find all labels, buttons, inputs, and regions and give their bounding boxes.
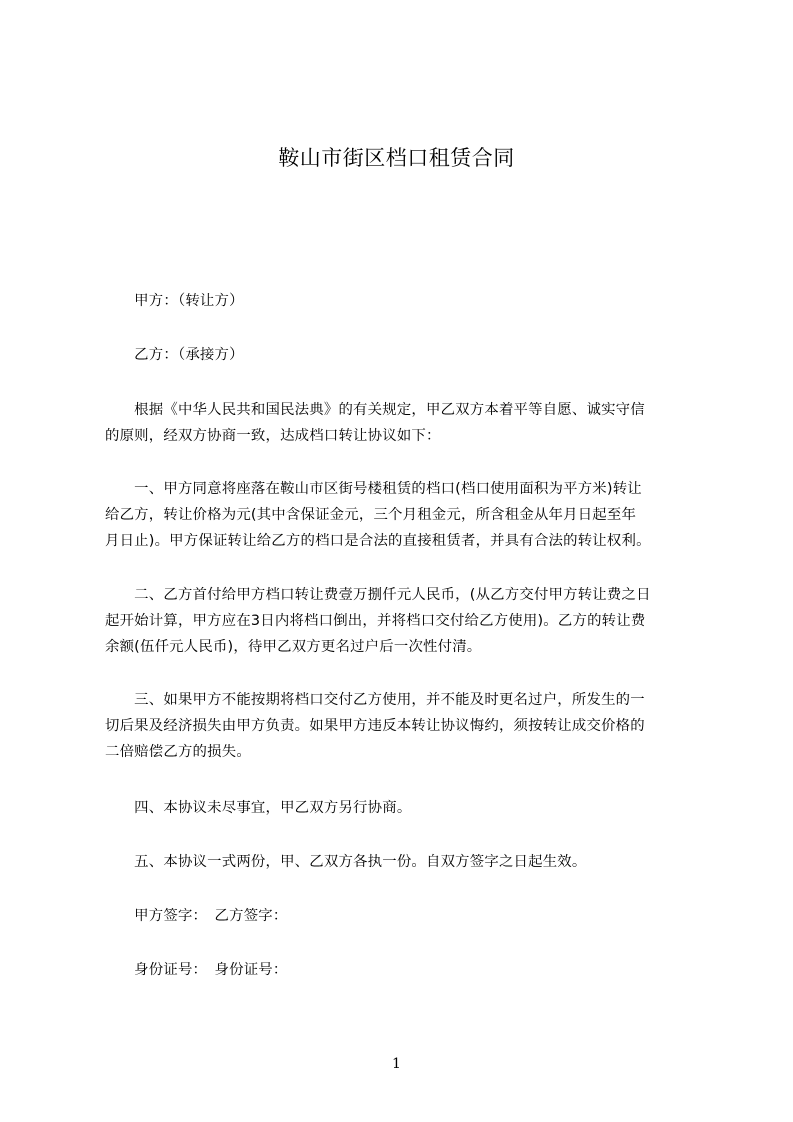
party-a-line: 甲方：（转让方） xyxy=(105,293,244,309)
intro-paragraph xyxy=(105,397,700,449)
clause-1-line-3: 月日止)。甲方保证转让给乙方的档口是合法的直接租赁者，并具有合法的转让权利。 xyxy=(105,533,651,549)
clause-3-line-2: 切后果及经济损失由甲方负责。如果甲方违反本转让协议悔约，须按转让成交价格的 xyxy=(105,718,645,734)
clause-4-line: 四、本协议未尽事宜，甲乙双方另行协商。 xyxy=(105,800,412,816)
party-b-line: 乙方：（承接方） xyxy=(105,347,244,363)
signature-line: 甲方签字： 乙方签字： xyxy=(105,908,288,924)
clause-2-paragraph xyxy=(105,582,700,660)
clause-2-line-2: 起开始计算，甲方应在3日内将档口倒出，并将档口交付给乙方使用)。乙方的转让费 xyxy=(105,613,646,629)
clause-3-paragraph xyxy=(105,687,700,765)
clause-1-line-1: 一、甲方同意将座落在鞍山市区街号楼租赁的档口(档口使用面积为平方米)转让 xyxy=(105,481,642,497)
intro-line-2: 的原则，经双方协商一致，达成档口转让协议如下： xyxy=(105,428,441,444)
intro-line-1: 根据《中华人民共和国民法典》的有关规定，甲乙双方本着平等自愿、诚实守信 xyxy=(105,402,645,418)
clause-2-line-1: 二、乙方首付给甲方档口转让费壹万捌仟元人民币，(从乙方交付甲方转让费之日 xyxy=(105,587,651,603)
clause-3-line-3: 二倍赔偿乙方的损失。 xyxy=(105,744,251,760)
clause-1-line-2: 给乙方，转让价格为元(其中含保证金元，三个月租金元，所含租金从年月日起至年 xyxy=(105,507,637,523)
clause-5-line: 五、本协议一式两份，甲、乙双方各执一份。自双方签字之日起生效。 xyxy=(105,854,587,870)
clause-2-line-3: 余额(伍仟元人民币)，待甲乙双方更名过户后一次性付清。 xyxy=(105,639,482,655)
clause-3-line-1: 三、如果甲方不能按期将档口交付乙方使用，并不能及时更名过户，所发生的一 xyxy=(105,692,645,708)
page-number: 1 xyxy=(392,1056,401,1072)
document-title: 鞍山市街区档口租赁合同 xyxy=(278,146,515,170)
clause-1-paragraph xyxy=(105,476,700,554)
id-number-line: 身份证号： 身份证号： xyxy=(105,962,288,978)
